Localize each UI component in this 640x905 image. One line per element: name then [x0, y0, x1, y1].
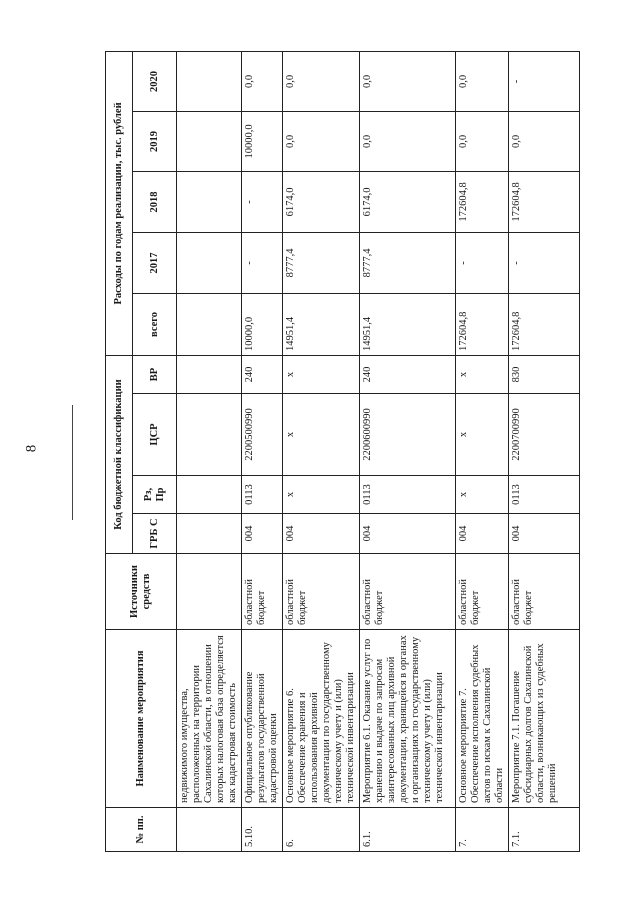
cell-2018: 172604,8	[456, 171, 509, 232]
header-total: всего	[133, 293, 177, 355]
cell-rzpr: х	[283, 476, 360, 514]
header-budget-code: Код бюджетной классификации	[106, 355, 133, 553]
cell-2018: 172604,8	[509, 171, 580, 232]
cell-name: Основное мероприятие 7. Обеспечение исполнения судебных актов по искам к Сахалинской области	[456, 630, 509, 808]
cell-2017: 8777,4	[283, 232, 360, 293]
cell-total: 172604,8	[509, 293, 580, 355]
cell-total: 172604,8	[456, 293, 509, 355]
cell-total: 14951,4	[283, 293, 360, 355]
header-name: Наименование мероприятия	[106, 630, 177, 808]
cell-rzpr	[177, 476, 242, 514]
cell-2017: -	[456, 232, 509, 293]
cell-name: Мероприятие 6.1. Оказание услуг по хранению и выдаче по запросам заинтересованных лиц архивной документации, хранящейся в органах и организациях по государственному техническому учету и (или) технической инвентаризации	[360, 630, 456, 808]
cell-2020	[177, 51, 242, 111]
cell-name: Основное мероприятие 6. Обеспечение хранения и использования архивной документации по государственному техническому учету и (или) технической инвентаризации	[283, 630, 360, 808]
header-expenses: Расходы по годам реализации, тыс. рублей	[106, 51, 133, 355]
cell-2018: 6174,0	[360, 171, 456, 232]
cell-grbs: 004	[283, 514, 360, 554]
cell-csr: 2200500990	[242, 394, 283, 476]
cell-vr	[177, 355, 242, 393]
page-number: 8	[23, 444, 40, 453]
cell-csr: х	[456, 394, 509, 476]
header-2017: 2017	[133, 232, 177, 293]
header-2018: 2018	[133, 171, 177, 232]
cell-2020: 0,0	[360, 51, 456, 111]
table-row	[509, 51, 580, 851]
table-row	[242, 51, 283, 851]
cell-vr: 240	[242, 355, 283, 393]
cell-grbs: 004	[509, 514, 580, 554]
header-num: № пп.	[106, 808, 177, 852]
cell-grbs: 004	[360, 514, 456, 554]
cell-2019: 0,0	[456, 111, 509, 171]
cell-2017	[177, 232, 242, 293]
cell-2020: -	[509, 51, 580, 111]
cell-num: 7.1.	[509, 808, 580, 852]
cell-num: 7.	[456, 808, 509, 852]
cell-csr: 2200600990	[360, 394, 456, 476]
cell-rzpr: х	[456, 476, 509, 514]
cell-source: областной бюджет	[242, 554, 283, 630]
header-csr: ЦСР	[133, 394, 177, 476]
header-vr: ВР	[133, 355, 177, 393]
cell-num: 5.10.	[242, 808, 283, 852]
cell-grbs	[177, 514, 242, 554]
cell-name: Официальное опубликование результатов государственной кадастровой оценки	[242, 630, 283, 808]
footnote-separator	[72, 405, 73, 520]
cell-num: 6.	[283, 808, 360, 852]
cell-source: областной бюджет	[360, 554, 456, 630]
cell-2019: 0,0	[283, 111, 360, 171]
cell-2020: 0,0	[456, 51, 509, 111]
cell-2019: 10000,0	[242, 111, 283, 171]
cell-rzpr: 0113	[360, 476, 456, 514]
cell-total	[177, 293, 242, 355]
table-row	[177, 51, 242, 851]
cell-source	[177, 554, 242, 630]
header-2019: 2019	[133, 111, 177, 171]
cell-csr: 2200700990	[509, 394, 580, 476]
cell-2018: 6174,0	[283, 171, 360, 232]
cell-vr: х	[283, 355, 360, 393]
header-source: Источники средств	[106, 554, 177, 630]
table-row	[360, 51, 456, 851]
cell-vr: х	[456, 355, 509, 393]
cell-2019	[177, 111, 242, 171]
cell-2019: 0,0	[509, 111, 580, 171]
cell-2017: -	[242, 232, 283, 293]
cell-name: Мероприятие 7.1. Погашение субсидиарных долгов Сахалинской области, возникающих из судебных решений	[509, 630, 580, 808]
header-grbs: ГРБ С	[133, 514, 177, 554]
cell-grbs: 004	[456, 514, 509, 554]
table-row	[456, 51, 509, 851]
cell-2020: 0,0	[242, 51, 283, 111]
cell-source: областной бюджет	[283, 554, 360, 630]
table-row	[283, 51, 360, 851]
cell-2020: 0,0	[283, 51, 360, 111]
cell-num: 6.1.	[360, 808, 456, 852]
cell-2018: -	[242, 171, 283, 232]
cell-2019: 0,0	[360, 111, 456, 171]
cell-source: областной бюджет	[456, 554, 509, 630]
cell-2018	[177, 171, 242, 232]
cell-rzpr: 0113	[509, 476, 580, 514]
cell-name: недвижимого имущества, расположенных на территории Сахалинской области, в отношении которых налоговая база определяется как кадастровая стоимость	[177, 630, 242, 808]
header-2020: 2020	[133, 51, 177, 111]
cell-grbs: 004	[242, 514, 283, 554]
cell-vr: 240	[360, 355, 456, 393]
budget-table-frame	[105, 52, 558, 852]
cell-rzpr: 0113	[242, 476, 283, 514]
budget-table	[105, 51, 580, 852]
cell-2017: 8777,4	[360, 232, 456, 293]
cell-source: областной бюджет	[509, 554, 580, 630]
cell-vr: 830	[509, 355, 580, 393]
cell-num	[177, 808, 242, 852]
cell-csr: х	[283, 394, 360, 476]
cell-csr	[177, 394, 242, 476]
cell-total: 10000,0	[242, 293, 283, 355]
cell-2017: -	[509, 232, 580, 293]
cell-total: 14951,4	[360, 293, 456, 355]
budget-table-rotated	[105, 52, 558, 852]
header-rzpr: Рз, Пр	[133, 476, 177, 514]
